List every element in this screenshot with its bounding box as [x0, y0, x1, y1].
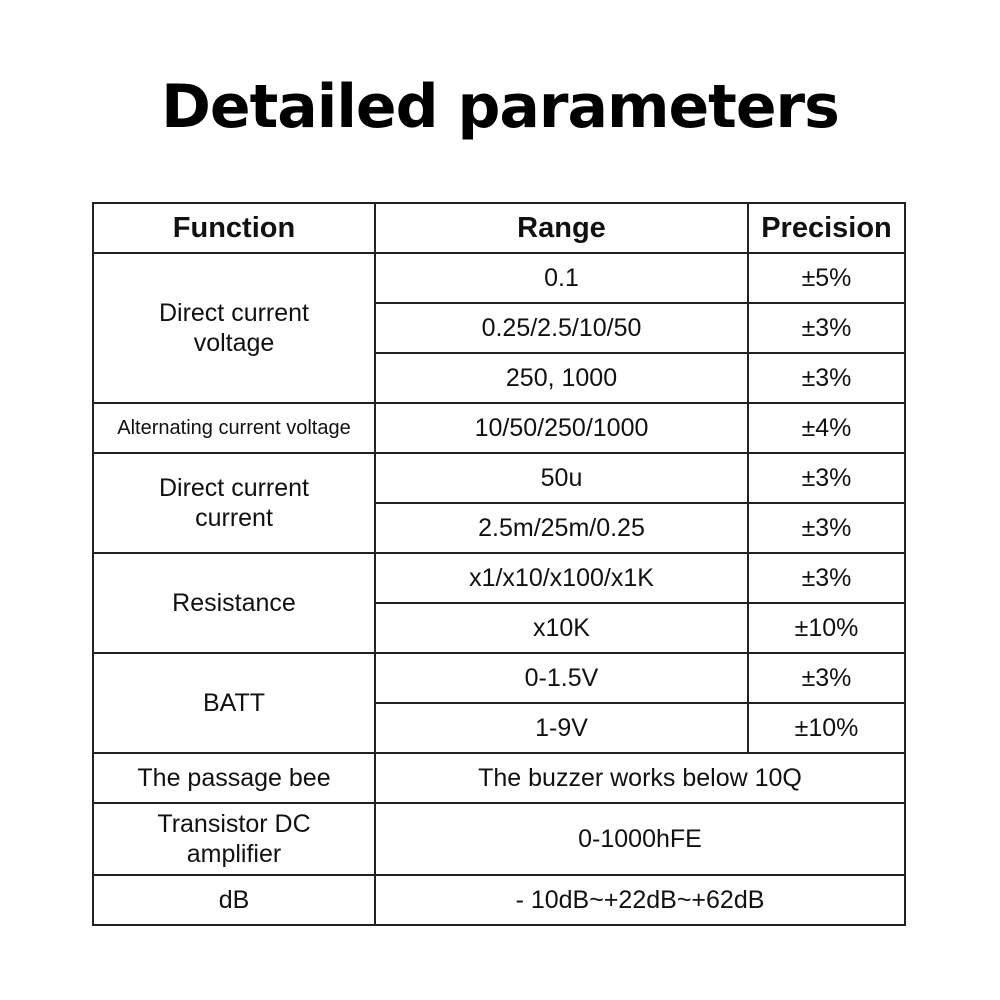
table-row: [93, 653, 905, 703]
value-cell: 0-1000hFE: [375, 803, 905, 875]
precision-cell: ±10%: [748, 603, 905, 653]
table-row: [93, 403, 905, 453]
range-cell: 0-1.5V: [375, 653, 748, 703]
precision-cell: ±10%: [748, 703, 905, 753]
table-row: [93, 753, 905, 803]
range-cell: 1-9V: [375, 703, 748, 753]
function-cell: Direct current voltage: [93, 253, 375, 403]
table-row: [93, 253, 905, 303]
precision-cell: ±3%: [748, 503, 905, 553]
range-cell: x10K: [375, 603, 748, 653]
table-row: [93, 803, 905, 875]
range-cell: x1/x10/x100/x1K: [375, 553, 748, 603]
precision-cell: ±5%: [748, 253, 905, 303]
range-cell: 50u: [375, 453, 748, 503]
table-row: [93, 875, 905, 925]
function-cell: The passage bee: [93, 753, 375, 803]
precision-cell: ±3%: [748, 303, 905, 353]
precision-cell: ±3%: [748, 653, 905, 703]
range-cell: 0.1: [375, 253, 748, 303]
range-cell: 10/50/250/1000: [375, 403, 748, 453]
value-cell: - 10dB~+22dB~+62dB: [375, 875, 905, 925]
range-cell: 250, 1000: [375, 353, 748, 403]
parameters-table: [92, 202, 906, 926]
precision-cell: ±4%: [748, 403, 905, 453]
header-function: Function: [93, 203, 375, 253]
function-cell: dB: [93, 875, 375, 925]
table-row: [93, 553, 905, 603]
header-precision: Precision: [748, 203, 905, 253]
function-cell: BATT: [93, 653, 375, 753]
page-title: Detailed parameters: [161, 72, 839, 142]
function-cell: Resistance: [93, 553, 375, 653]
table-row: [93, 453, 905, 503]
value-cell: The buzzer works below 10Q: [375, 753, 905, 803]
range-cell: 2.5m/25m/0.25: [375, 503, 748, 553]
header-row: [93, 203, 905, 253]
function-cell: Transistor DC amplifier: [93, 803, 375, 875]
function-cell: Alternating current voltage: [93, 403, 375, 453]
header-range: Range: [375, 203, 748, 253]
precision-cell: ±3%: [748, 453, 905, 503]
function-cell: Direct current current: [93, 453, 375, 553]
range-cell: 0.25/2.5/10/50: [375, 303, 748, 353]
precision-cell: ±3%: [748, 353, 905, 403]
precision-cell: ±3%: [748, 553, 905, 603]
